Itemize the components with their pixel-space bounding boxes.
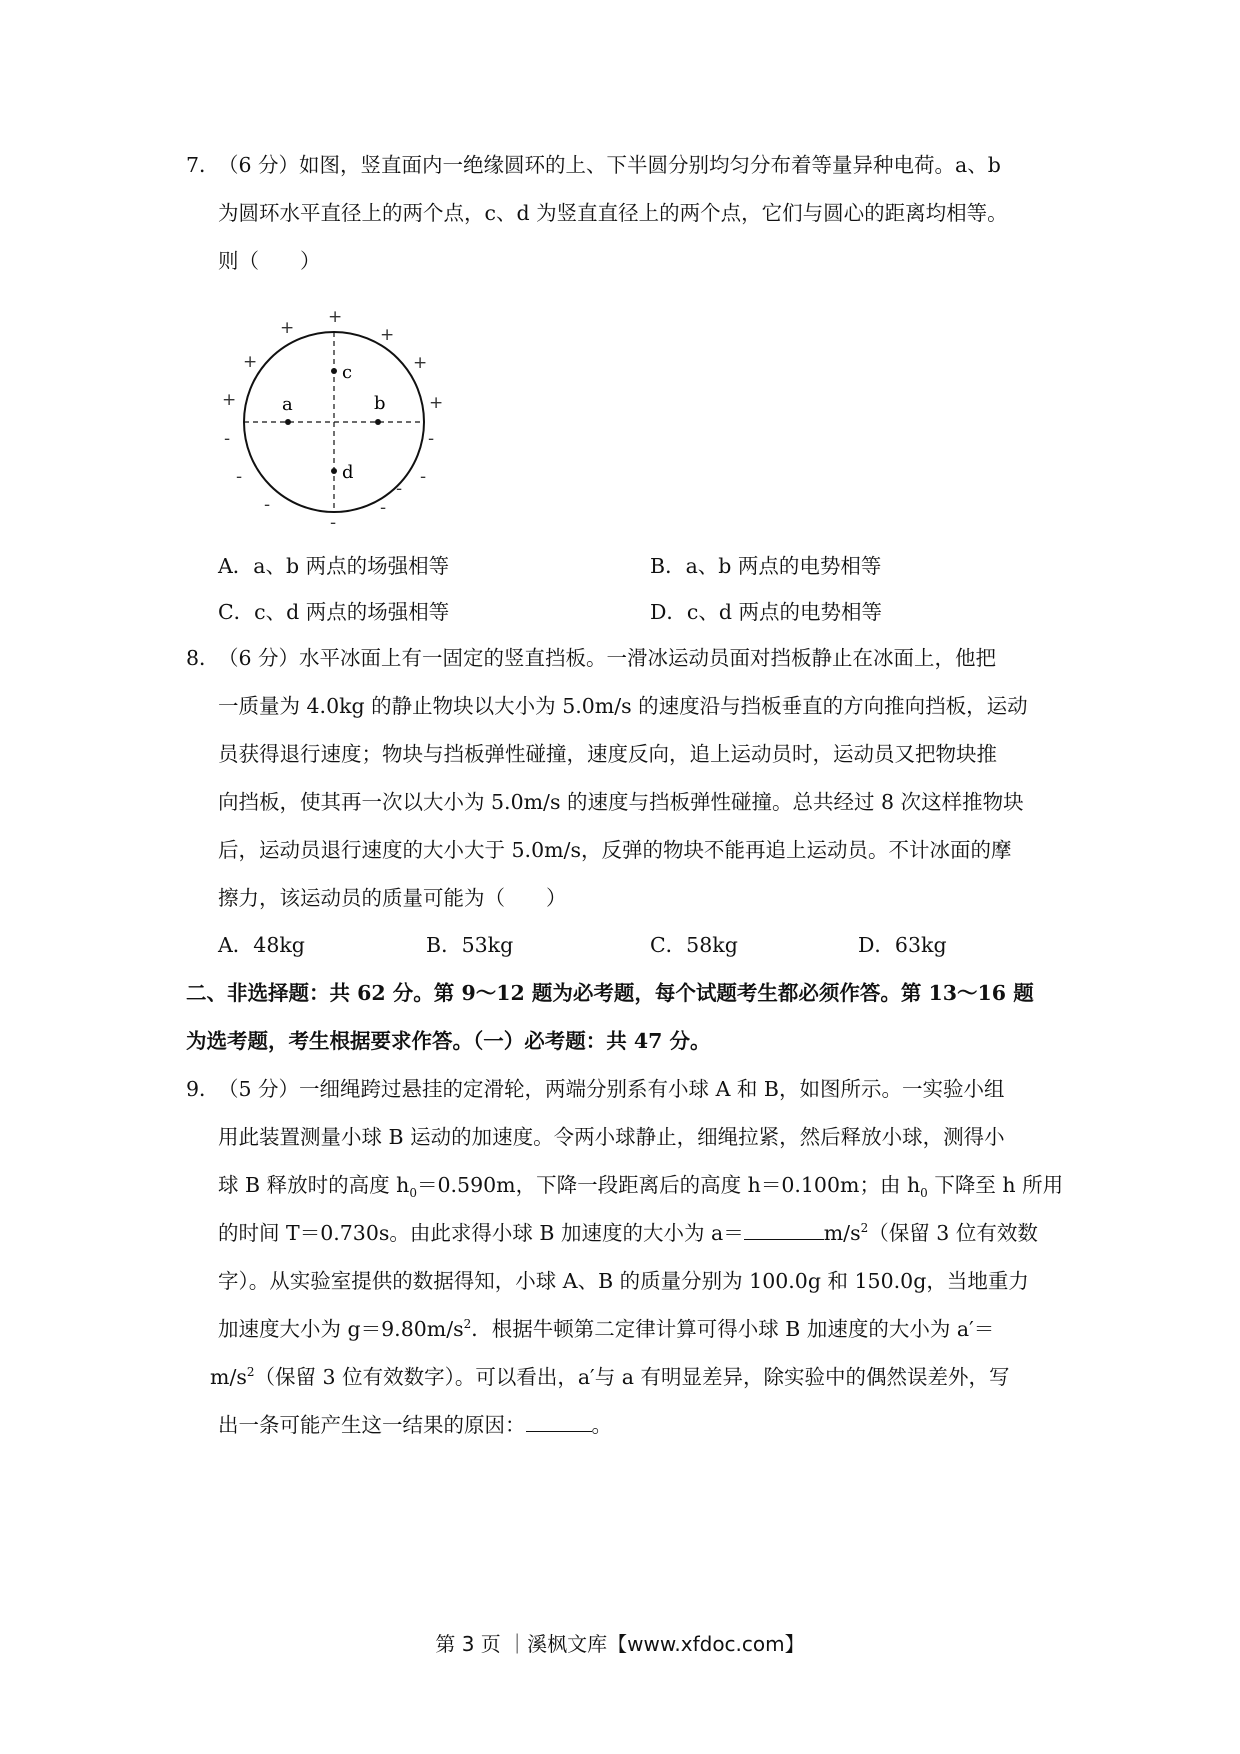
question-7-line-1: （6 分）如图，竖直面内一绝缘圆环的上、下半圆分别均匀分布着等量异种电荷。a、b <box>218 153 1001 177</box>
question-8-number: 8． <box>186 646 220 670</box>
q9-l4-part-a: 的时间 T＝0.730s。由此求得小球 B 加速度的大小为 a＝ <box>218 1221 744 1245</box>
page-footer: 第 3 页 ｜溪枫文库【www.xfdoc.com】 <box>435 1632 805 1656</box>
minus-charge: - <box>236 467 243 487</box>
q9-l7-part-b: （保留 3 位有效数字）。可以看出，a′与 a 有明显差异，除实验中的偶然误差外，写 <box>254 1365 1010 1389</box>
q9-l3-part-a: 球 B 释放时的高度 h <box>218 1173 410 1197</box>
q9-l6-part-b: ．根据牛顿第二定律计算可得小球 B 加速度的大小为 a′＝ <box>471 1317 995 1341</box>
question-7-option-c: C．c、d 两点的场强相等 <box>218 600 450 624</box>
plus-charge: + <box>380 325 395 345</box>
question-8-option-b: B．53kg <box>426 933 514 957</box>
question-8-option-a: A．48kg <box>218 933 305 957</box>
question-8-line-3: 员获得退行速度；物块与挡板弹性碰撞，速度反向，追上运动员时，运动员又把物块推 <box>218 742 997 766</box>
question-9-line-5: 字）。从实验室提供的数据得知，小球 A、B 的质量分别为 100.0g 和 150.0g，当地重力 <box>218 1269 1029 1293</box>
question-8-option-d: D．63kg <box>858 933 947 957</box>
q9-l6-part-a: 加速度大小为 g＝9.80m/s <box>218 1317 464 1341</box>
question-8-line-1: （6 分）水平冰面上有一固定的竖直挡板。一滑冰运动员面对挡板静止在冰面上，他把 <box>218 646 997 670</box>
q9-l4-sup: 2 <box>860 1221 869 1236</box>
plus-charge: + <box>222 390 237 410</box>
plus-charge: + <box>429 393 444 413</box>
plus-charge: + <box>280 318 295 338</box>
question-7-option-a: A．a、b 两点的场强相等 <box>218 554 450 578</box>
label-c: c <box>342 362 353 383</box>
question-9-line-4 <box>218 1218 1038 1248</box>
q9-l4-part-c: （保留 3 位有效数 <box>868 1221 1038 1245</box>
question-8-line-6: 擦力，该运动员的质量可能为（ ） <box>218 886 567 910</box>
question-9-line-7 <box>210 1362 1009 1392</box>
point-a-dot <box>285 419 291 425</box>
question-7-option-d: D．c、d 两点的电势相等 <box>650 600 883 624</box>
charged-ring-svg <box>210 300 450 535</box>
question-7-line-2: 为圆环水平直径上的两个点，c、d 为竖直直径上的两个点，它们与圆心的距离均相等。 <box>218 201 1008 225</box>
question-9-line-1: （5 分）一细绳跨过悬挂的定滑轮，两端分别系有小球 A 和 B，如图所示。一实验小组 <box>218 1077 1005 1101</box>
question-8-line-5: 后，运动员退行速度的大小大于 5.0m/s，反弹的物块不能再追上运动员。不计冰面的摩 <box>218 838 1012 862</box>
q9-l3-part-b: ＝0.590m，下降一段距离后的高度 h＝0.100m；由 h <box>416 1173 921 1197</box>
minus-charge: - <box>224 429 231 449</box>
q9-l6-sup: 2 <box>463 1317 472 1332</box>
minus-charge: - <box>380 498 387 518</box>
question-9-line-8 <box>218 1410 612 1440</box>
question-8-option-c: C．58kg <box>650 933 738 957</box>
point-b-dot <box>375 419 381 425</box>
plus-charge: + <box>328 307 343 327</box>
question-9-number: 9． <box>186 1077 220 1101</box>
q9-l4-unit: m/s <box>823 1221 861 1245</box>
minus-charge: - <box>264 495 271 515</box>
minus-charge: - <box>428 429 435 449</box>
plus-charge: + <box>243 352 258 372</box>
label-a: a <box>282 394 293 415</box>
question-9-line-3 <box>218 1170 1063 1200</box>
answer-blank-reason[interactable] <box>526 1413 592 1432</box>
point-c-dot <box>331 368 337 374</box>
q9-l8-part-a: 出一条可能产生这一结果的原因： <box>218 1413 526 1437</box>
minus-charge: - <box>330 513 337 533</box>
question-8-line-2: 一质量为 4.0kg 的静止物块以大小为 5.0m/s 的速度沿与挡板垂直的方向推向挡板，运动 <box>218 694 1028 718</box>
minus-charge: - <box>420 467 427 487</box>
question-9-line-6 <box>218 1314 994 1344</box>
q9-l7-unit: m/s <box>210 1365 247 1389</box>
plus-charge: + <box>413 353 428 373</box>
q9-l7-sup: 2 <box>246 1365 255 1380</box>
q9-l8-part-b: 。 <box>591 1413 612 1437</box>
charged-ring-figure <box>210 300 450 535</box>
question-8-line-4: 向挡板，使其再一次以大小为 5.0m/s 的速度与挡板弹性碰撞。总共经过 8 次这样推物块 <box>218 790 1024 814</box>
section-2-heading-line-2: 为选考题，考生根据要求作答。（一）必考题：共 47 分。 <box>186 1029 711 1053</box>
minus-charge: - <box>396 479 403 499</box>
q9-l3-part-c: 下降至 h 所用 <box>927 1173 1064 1197</box>
q9-l3-sub-2: 0 <box>920 1186 928 1201</box>
question-9-line-2: 用此装置测量小球 B 运动的加速度。令两小球静止，细绳拉紧，然后释放小球，测得小 <box>218 1125 1005 1149</box>
section-2-heading-line-1: 二、非选择题：共 62 分。第 9～12 题为必考题，每个试题考生都必须作答。第 13～16 题 <box>186 981 1034 1005</box>
answer-blank-a[interactable] <box>744 1221 824 1240</box>
label-b: b <box>374 393 386 414</box>
label-d: d <box>342 462 354 483</box>
question-7-line-3: 则（ ） <box>218 249 321 273</box>
question-7-number: 7． <box>186 153 220 177</box>
question-7-option-b: B．a、b 两点的电势相等 <box>650 554 882 578</box>
q9-l3-sub-1: 0 <box>409 1186 417 1201</box>
point-d-dot <box>331 468 337 474</box>
